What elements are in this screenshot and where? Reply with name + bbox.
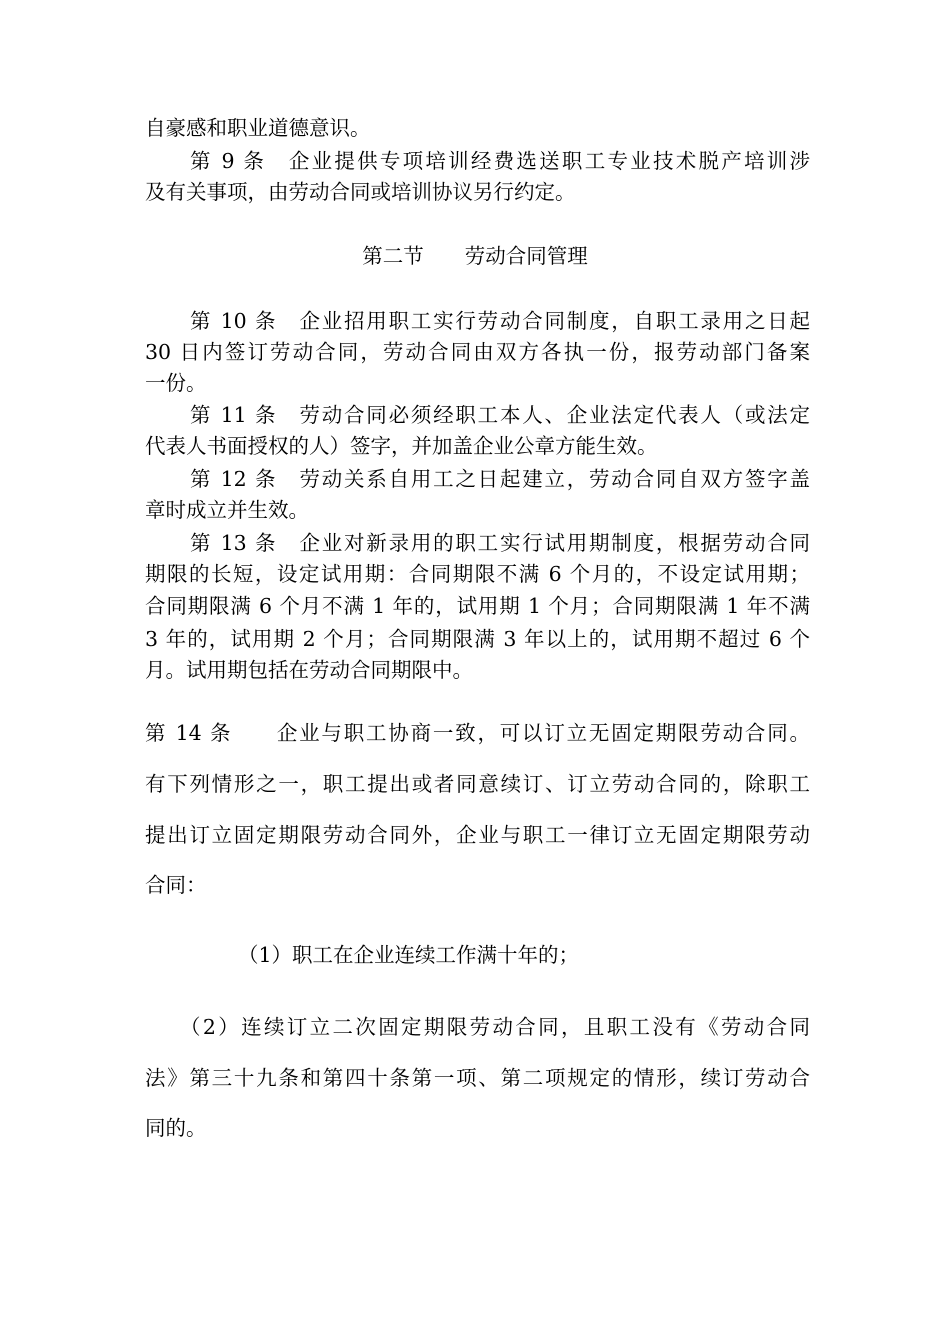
section-heading: 第二节 劳动合同管理 (362, 244, 588, 268)
list-item-2: （2）连续订立二次固定期限劳动合同，且职工没有《劳动合同 (180, 1015, 810, 1039)
text-line: 合同： (145, 873, 207, 897)
text-line: 有下列情形之一，职工提出或者同意续订、订立劳动合同的，除职工 (145, 772, 810, 796)
text-line: 章时成立并生效。 (145, 498, 309, 522)
list-item-1: （1）职工在企业连续工作满十年的； (238, 943, 580, 967)
text-line: 提出订立固定期限劳动合同外，企业与职工一律订立无固定期限劳动 (145, 823, 810, 847)
text-line: 合同期限满 6 个月不满 1 年的，试用期 1 个月；合同期限满 1 年不满 (145, 594, 810, 618)
text-line: 及有关事项，由劳动合同或培训协议另行约定。 (145, 180, 576, 204)
article-14-line: 第 14 条 企业与职工协商一致，可以订立无固定期限劳动合同。 (145, 721, 810, 745)
text-line: 同的。 (145, 1116, 207, 1140)
text-line: 代表人书面授权的人）签字，并加盖企业公章方能生效。 (145, 434, 658, 458)
article-11-line: 第 11 条 劳动合同必须经职工本人、企业法定代表人（或法定 (190, 403, 810, 427)
text-line: 一份。 (145, 371, 207, 395)
text-line: 期限的长短，设定试用期：合同期限不满 6 个月的，不设定试用期； (145, 562, 810, 586)
text-line: 30 日内签订劳动合同，劳动合同由双方各执一份，报劳动部门备案 (145, 340, 810, 364)
text-line: 法》第三十九条和第四十条第一项、第二项规定的情形，续订劳动合 (145, 1066, 810, 1090)
article-10-line: 第 10 条 企业招用职工实行劳动合同制度，自职工录用之日起 (190, 309, 810, 333)
text-line: 月。试用期包括在劳动合同期限中。 (145, 658, 473, 682)
article-9-line: 第 9 条 企业提供专项培训经费选送职工专业技术脱产培训涉 (190, 149, 810, 173)
article-13-line: 第 13 条 企业对新录用的职工实行试用期制度，根据劳动合同 (190, 531, 810, 555)
text-line: 自豪感和职业道德意识。 (145, 116, 371, 140)
article-12-line: 第 12 条 劳动关系自用工之日起建立，劳动合同自双方签字盖 (190, 467, 810, 491)
text-line: 3 年的，试用期 2 个月；合同期限满 3 年以上的，试用期不超过 6 个 (145, 627, 810, 651)
